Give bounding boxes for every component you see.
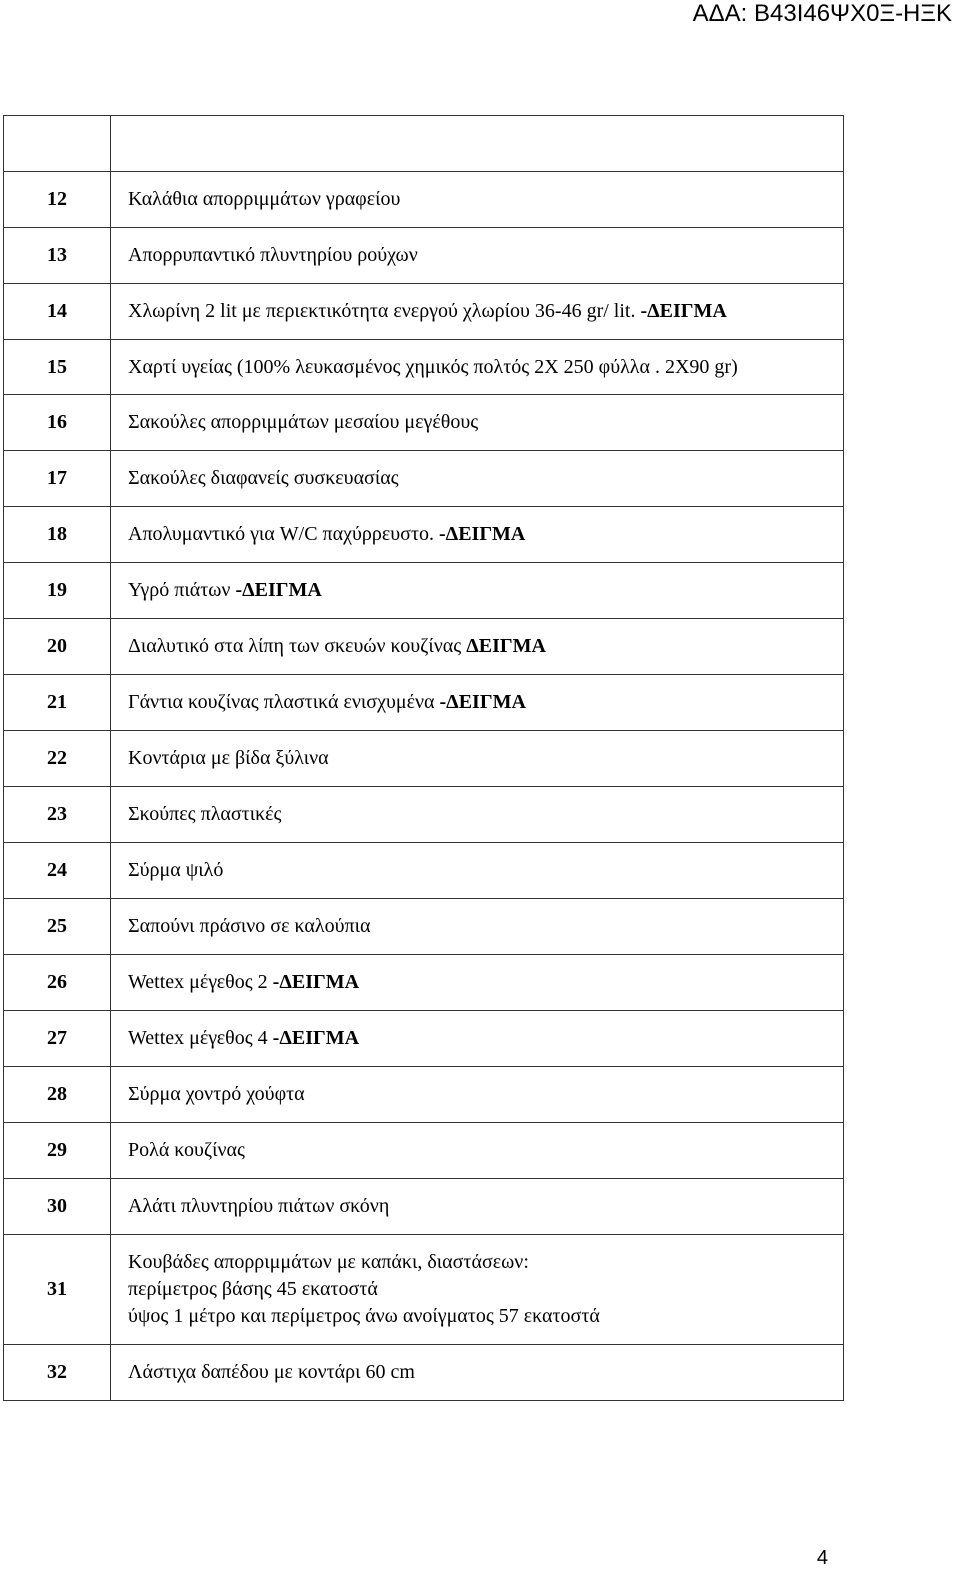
item-description-text: Υγρό πιάτων — [128, 579, 231, 601]
item-description: Λάστιχα δαπέδου με κοντάρι 60 cm — [111, 1345, 844, 1401]
item-number: 17 — [4, 451, 111, 507]
item-number: 28 — [4, 1067, 111, 1123]
table-row — [4, 899, 844, 955]
item-number: 21 — [4, 675, 111, 731]
item-description — [111, 955, 844, 1011]
item-description: Κοντάρια με βίδα ξύλινα — [111, 731, 844, 787]
item-description: Σύρμα χοντρό χούφτα — [111, 1067, 844, 1123]
document-code: ΑΔΑ: Β43Ι46ΨΧ0Ξ-ΗΞΚ — [692, 0, 952, 27]
item-description — [111, 507, 844, 563]
item-number: 20 — [4, 619, 111, 675]
item-number: 18 — [4, 507, 111, 563]
item-description: Αλάτι πλυντηρίου πιάτων σκόνη — [111, 1179, 844, 1235]
item-number: 32 — [4, 1345, 111, 1401]
item-description-line: Κουβάδες απορριμμάτων με καπάκι, διαστάσεων: — [128, 1251, 529, 1273]
table-row — [4, 340, 844, 395]
table-row — [4, 1123, 844, 1179]
table-row-empty — [4, 116, 844, 172]
item-description: Ρολά κουζίνας — [111, 1123, 844, 1179]
table-row — [4, 843, 844, 899]
item-number: 14 — [4, 284, 111, 340]
table-row — [4, 172, 844, 228]
table-row — [4, 787, 844, 843]
table-row — [4, 395, 844, 451]
table-row — [4, 1345, 844, 1401]
item-description — [111, 1011, 844, 1067]
sample-label: -ΔΕΙΓΜΑ — [640, 300, 727, 322]
sample-label: -ΔΕΙΓΜΑ — [272, 971, 360, 993]
table-row — [4, 228, 844, 284]
table-row — [4, 731, 844, 787]
item-description: Σακούλες απορριμμάτων μεσαίου μεγέθους — [111, 395, 844, 451]
sample-label: -ΔΕΙΓΜΑ — [439, 691, 526, 713]
item-description-text: Wettex μέγεθος 4 — [128, 1027, 268, 1049]
item-description — [111, 1235, 844, 1345]
item-description-text: Διαλυτικό στα λίπη των σκευών κουζίνας — [128, 635, 462, 657]
item-description-text: Wettex μέγεθος 2 — [128, 971, 268, 993]
sample-label: ΔΕΙΓΜΑ — [466, 635, 546, 657]
item-description: Σύρμα ψιλό — [111, 843, 844, 899]
item-description: Καλάθια απορριμμάτων γραφείου — [111, 172, 844, 228]
table-row — [4, 1011, 844, 1067]
empty-cell — [111, 116, 844, 172]
item-description-text: Γάντια κουζίνας πλαστικά ενισχυμένα — [128, 691, 435, 713]
table-row — [4, 563, 844, 619]
page-number: 4 — [816, 1547, 828, 1569]
item-description: Χαρτί υγείας (100% λευκασμένος χημικός πολτός 2Χ 250 φύλλα . 2Χ90 gr) — [111, 340, 844, 395]
empty-cell — [4, 116, 111, 172]
item-description: Σακούλες διαφανείς συσκευασίας — [111, 451, 844, 507]
table-row — [4, 1067, 844, 1123]
sample-label: -ΔΕΙΓΜΑ — [272, 1027, 360, 1049]
item-number: 29 — [4, 1123, 111, 1179]
item-description-text: Απολυμαντικό για W/C παχύρρευστο. — [128, 523, 434, 545]
item-description — [111, 563, 844, 619]
item-number: 16 — [4, 395, 111, 451]
item-number: 25 — [4, 899, 111, 955]
table-row — [4, 955, 844, 1011]
item-description: Σαπούνι πράσινο σε καλούπια — [111, 899, 844, 955]
item-description-text: Χλωρίνη 2 lit με περιεκτικότητα ενεργού χλωρίου 36-46 gr/ lit. — [128, 300, 636, 322]
item-description: Σκούπες πλαστικές — [111, 787, 844, 843]
item-number: 24 — [4, 843, 111, 899]
table-row — [4, 284, 844, 340]
item-description-line: περίμετρος βάσης 45 εκατοστά — [128, 1278, 378, 1300]
item-number: 31 — [4, 1235, 111, 1345]
items-table — [3, 115, 844, 1401]
table-row — [4, 1235, 844, 1345]
item-description — [111, 675, 844, 731]
item-number: 19 — [4, 563, 111, 619]
sample-label: -ΔΕΙΓΜΑ — [235, 579, 322, 601]
table-row — [4, 619, 844, 675]
table-row — [4, 451, 844, 507]
table-row — [4, 1179, 844, 1235]
table-row — [4, 507, 844, 563]
item-number: 26 — [4, 955, 111, 1011]
item-number: 22 — [4, 731, 111, 787]
item-number: 13 — [4, 228, 111, 284]
item-description — [111, 619, 844, 675]
item-description: Απορρυπαντικό πλυντηρίου ρούχων — [111, 228, 844, 284]
item-description-line: ύψος 1 μέτρο και περίμετρος άνω ανοίγματος 57 εκατοστά — [128, 1305, 600, 1327]
item-number: 23 — [4, 787, 111, 843]
item-number: 27 — [4, 1011, 111, 1067]
sample-label: -ΔΕΙΓΜΑ — [439, 523, 526, 545]
item-number: 12 — [4, 172, 111, 228]
table-row — [4, 675, 844, 731]
item-number: 30 — [4, 1179, 111, 1235]
item-number: 15 — [4, 340, 111, 395]
item-description — [111, 284, 844, 340]
